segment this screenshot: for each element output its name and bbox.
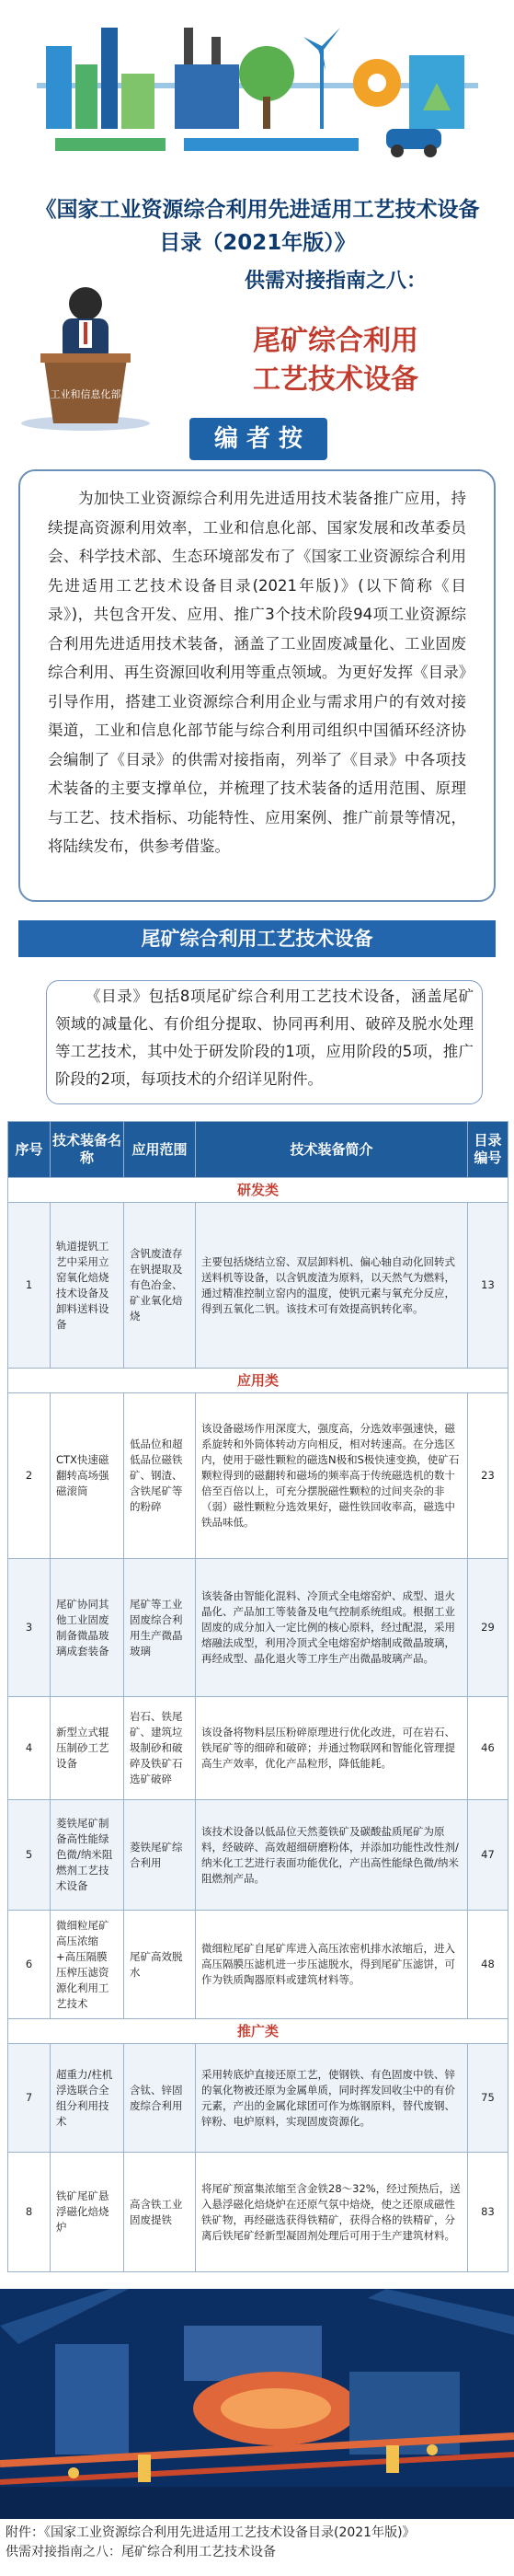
table-row	[8, 2044, 508, 2153]
row-index: 3	[8, 1559, 51, 1697]
table-row	[8, 2153, 508, 2272]
category-label: 推广类	[8, 2019, 508, 2044]
topic-title	[211, 322, 460, 399]
row-code: 75	[468, 2044, 508, 2153]
row-description: 将尾矿预富集浓缩至含金铁28～32%，经过预热后，送入悬浮磁化焙烧炉在还原气氛中焙烧，使之还原成磁性铁矿物，再经磁选获得铁精矿，获得合格的铁精矿，分离后铁尾矿经新型凝固剂处理后可用于生产建筑材料。	[196, 2153, 468, 2272]
document-title: 《国家工业资源综合利用先进适用工艺技术设备目录（2021年版）》	[35, 198, 480, 255]
editor-note-badge: 编 者 按	[189, 418, 327, 460]
row-code: 46	[468, 1697, 508, 1800]
row-description: 微细粒尾矿自尾矿库进入高压浓密机排水浓缩后，进入高压隔膜压滤机进一步压滤脱水，得到尾矿压滤饼，可作为铁质陶器原料或建筑材料等。	[196, 1911, 468, 2019]
row-scope: 含钒废渣存在钒提取及有色冶金、矿业氧化焙烧	[124, 1203, 196, 1369]
row-code: 23	[468, 1393, 508, 1559]
steel-mill-graphic	[0, 2289, 514, 2519]
intro-paragraph: 为加快工业资源综合利用先进适用技术装备推广应用，持续提高资源利用效率，工业和信息化部、国家发展和改革委员会、科学技术部、生态环境部发布了《国家工业资源综合利用先进适用工艺技术设备目录(2021年版)》(以下简称《目录》)，共包含开发、应用、推广3个技术阶段94项工业资源综合利用先进适用技术装备，涵盖了工业固废减量化、工业固废综合利用、再生资源回收利用等重点领域。为更好发挥《目录》引导作用，搭建工业资源综合利用企业与需求用户的有效对接渠道，工业和信息化部节能与综合利用司组织中国循环经济协会编制了《目录》的供需对接指南，列举了《目录》中各项技术装备的主要支撑单位，并梳理了技术装备的适用范围、原理与工艺、技术指标、功能特性、应用案例、推广前景等情况，将陆续发布，供参考借鉴。	[48, 490, 466, 855]
row-name: 尾矿协同其他工业固废制备微晶玻璃成套装备	[51, 1559, 124, 1697]
technology-table	[7, 1121, 508, 2272]
row-description: 该技术设备以低品位天然菱铁矿及碳酸盐质尾矿为原料，经破碎、高效超细研磨粉体，并添加功能性改性剂/纳米化工艺进行表面功能优化，产出高性能绿色微/纳米阻燃剂产品。	[196, 1800, 468, 1911]
row-code: 13	[468, 1203, 508, 1369]
row-scope: 尾矿等工业固废综合利用生产微晶玻璃	[124, 1559, 196, 1697]
summary-paragraph: 《目录》包括8项尾矿综合利用工艺技术设备，涵盖尾矿领域的减量化、有价组分提取、协同再利用、破碎及脱水处理等工艺技术，其中处于研发阶段的1项，应用阶段的5项，推广阶段的2项，每项技术的介绍详见附件。	[55, 988, 474, 1088]
attachment-footer	[6, 2524, 511, 2562]
row-description: 该设备磁场作用深度大，强度高，分选效率强速快，磁系旋转和外筒体转动方向相反，相对转速高。在分选区内，使用于磁性颗粒的磁选N极和S极快速变换，使矿石颗粒得到的磁翻转和磁场的频率高于传统磁选机的数十倍至百倍以上，可充分摆脱磁性颗粒的过间夹杂的非（弱）磁性颗粒分选效果好，磁性铁回收率高，磁选中铁品味低。	[196, 1393, 468, 1559]
row-code: 83	[468, 2153, 508, 2272]
row-name: 铁矿尾矿悬浮磁化焙烧炉	[51, 2153, 124, 2272]
row-scope: 尾矿高效脱水	[124, 1911, 196, 2019]
eco-industry-icons	[37, 9, 478, 166]
table-row	[8, 1911, 508, 2019]
row-scope: 含钛、锌固废综合利用	[124, 2044, 196, 2153]
row-description: 该设备将物料层压粉碎原理进行优化改进，可在岩石、铁尾矿等的细碎和破碎；并通过物联网和智能化管理提高生产效率，优化产品粒形，降低能耗。	[196, 1697, 468, 1800]
row-code: 48	[468, 1911, 508, 2019]
row-description: 该装备由智能化混料、冷顶式全电熔窑炉、成型、退火晶化、产品加工等装备及电气控制系统组成。根据工业固废的成分加入一定比例的核心原料，经过配混，采用熔融法成型，利用冷顶式全电熔窑炉熔制成微晶玻璃，再经成型、晶化退火等工序生产出微晶玻璃产品。	[196, 1559, 468, 1697]
row-index: 2	[8, 1393, 51, 1559]
table-row	[8, 1800, 508, 1911]
table-row	[8, 1559, 508, 1697]
row-name: 微细粒尾矿高压浓缩+高压隔膜压榨压滤资源化利用工艺技术	[51, 1911, 124, 2019]
header-scope: 应用范围	[124, 1122, 196, 1178]
row-index: 5	[8, 1800, 51, 1911]
row-code: 47	[468, 1800, 508, 1911]
podium-speaker-illustration	[17, 276, 154, 433]
header-index: 序号	[8, 1122, 51, 1178]
row-name: 菱铁尾矿制备高性能绿色微/纳米阻燃剂工艺技术设备	[51, 1800, 124, 1911]
row-name: CTX快速磁翻转高场强磁滚筒	[51, 1393, 124, 1559]
row-name: 新型立式辊压制砂工艺设备	[51, 1697, 124, 1800]
row-code: 29	[468, 1559, 508, 1697]
row-scope: 低品位和超低品位磁铁矿、钢渣、含铁尾矿等的粉碎	[124, 1393, 196, 1559]
row-index: 7	[8, 2044, 51, 2153]
footer-line-2: 供需对接指南之八：尾矿综合利用工艺技术设备	[6, 2545, 276, 2559]
row-scope: 岩石、铁尾矿、建筑垃圾制砂和破碎及铁矿石选矿破碎	[124, 1697, 196, 1800]
row-scope: 菱铁尾矿综合利用	[124, 1800, 196, 1911]
topic-line-1: 尾矿综合利用	[253, 325, 418, 357]
header-banner-illustration	[0, 0, 514, 184]
row-index: 8	[8, 2153, 51, 2272]
category-row-research	[8, 1178, 508, 1203]
guide-subtitle: 供需对接指南之八：	[244, 270, 427, 293]
category-label: 应用类	[8, 1369, 508, 1393]
header-description: 技术装备简介	[196, 1122, 468, 1178]
header-name: 技术装备名称	[51, 1122, 124, 1178]
row-name: 超重力/柱机浮选联合全组分利用技术	[51, 2044, 124, 2153]
table-row	[8, 1203, 508, 1369]
row-index: 4	[8, 1697, 51, 1800]
footer-line-1: 附件：《国家工业资源综合利用先进适用工艺技术设备目录(2021年版)》	[6, 2525, 416, 2540]
row-index: 6	[8, 1911, 51, 2019]
category-label: 研发类	[8, 1178, 508, 1203]
row-name: 轨道提钒工艺中采用立窑氧化焙烧技术设备及卸料送料设备	[51, 1203, 124, 1369]
podium-label: 工业和信息化部	[50, 388, 121, 400]
table-header-row	[8, 1122, 508, 1178]
row-scope: 高含铁工业固废提铁	[124, 2153, 196, 2272]
section-heading: 尾矿综合利用工艺技术设备	[18, 920, 496, 957]
table-row	[8, 1393, 508, 1559]
row-index: 1	[8, 1203, 51, 1369]
table-row	[8, 1697, 508, 1800]
topic-line-2: 工艺技术设备	[253, 364, 418, 396]
header-code: 目录编号	[468, 1122, 508, 1178]
row-description: 主要包括烧结立窑、双层卸料机、偏心轴自动化回转式送料机等设备，以含钒废渣为原料，以天然气为燃料，通过精准控制立窑内的温度，使钒元素与氧充分反应，得到五氧化二钒。该技术可有效提高钒转化率。	[196, 1203, 468, 1369]
row-description: 采用转底炉直接还原工艺，使钢铁、有色固废中铁、锌的氧化物被还原为金属单质，同时挥发回收尘中的有价元素，产出的金属化球团可作为炼钢原料，替代废钢、锌粉、电炉原料，实现固废资源化。	[196, 2044, 468, 2153]
category-row-promotion	[8, 2019, 508, 2044]
factory-illustration	[0, 2289, 514, 2519]
category-row-application	[8, 1369, 508, 1393]
